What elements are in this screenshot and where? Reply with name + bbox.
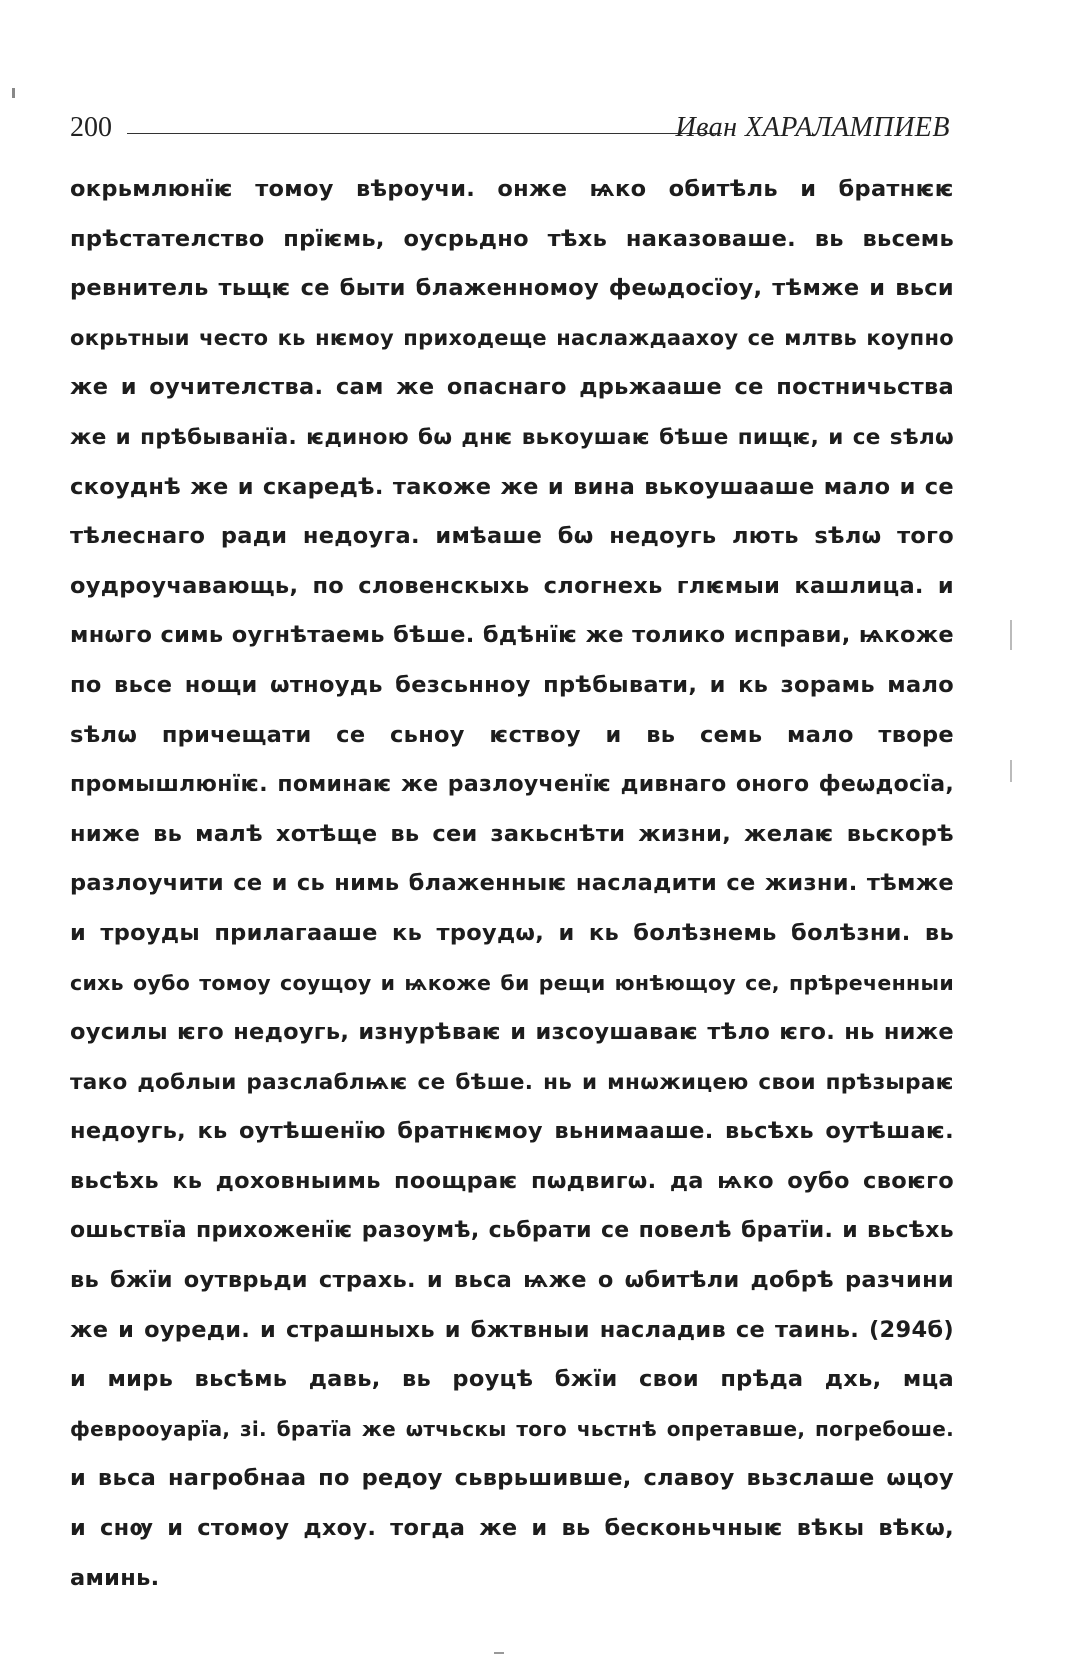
- margin-mark: [1010, 620, 1012, 650]
- text-line: же и оуреди. и страшныхь и бжтвныи насладив се таинь. (294б): [70, 1316, 954, 1343]
- text-line: ошьствїа прихоженїѥ разоумѣ, сьбрати се повелѣ братїи. и вьсѣхь: [70, 1218, 954, 1244]
- text-line: разлоучити се и сь нимь блаженныѥ насладити се жизни. тѣмже: [70, 870, 954, 897]
- text-line: оудроучавающь, по словенскыхь слогнехь глѥмыи кашлица. и: [70, 572, 954, 599]
- margin-mark: [1010, 760, 1012, 782]
- text-line: скоуднѣ же и скаредѣ. такоже же и вина вькоушааше мало и се: [70, 473, 954, 500]
- text-line: прѣстателство прїѥмь, оусрьдно тѣхь наказоваше. вь вьсемь: [70, 225, 954, 252]
- scan-speck: [494, 1652, 504, 1654]
- text-line: же и оучителства. сам же опаснаго дрьжааше се постничьства: [70, 374, 954, 401]
- text-line: окрьмлюнїѥ томоу вѣроучи. онже ѩко обитѣль и братнѥѥ: [70, 176, 954, 202]
- text-line: ѕѣлѡ причещати се сьноу ѥствоу и вь семь мало творе: [70, 721, 954, 748]
- text-line: и троуды прилагааше кь троудѡ, и кь болѣзнемь болѣзни. вь: [70, 919, 954, 946]
- text-line: промышлюнїѥ. поминаѥ же разлоученїѥ дивнаго оного феѡдосїа,: [70, 772, 954, 798]
- text-line: по вьсе нощи ѡтноудь безсьнноу прѣбывати, и кь зорамь мало: [70, 671, 954, 698]
- running-title: Иван ХАРАЛАМПИЕВ: [675, 112, 950, 143]
- text-line: феврооуарїа, зі. братїа же ѡтчьскы того чьстнѣ опретавше, погребоше.: [70, 1416, 954, 1441]
- text-line: окрьтныи често кь нѥмоу приходеще наслаждаахоу се млтвь коупно: [70, 325, 954, 350]
- text-line: и снѹ и стомоу дхоу. тогда же и вь бесконьчныѥ вѣкы вѣкѡ,: [70, 1515, 954, 1542]
- header-rule: [127, 133, 722, 134]
- body-text: [70, 165, 954, 1603]
- text-line: тѣлеснаго ради недоуга. имѣаше бѡ недоугь лють ѕѣлѡ того: [70, 523, 954, 550]
- text-line: и вьса нагробнаа по редоу сьврьшивше, славоу вьзслаше ѡцоу: [70, 1465, 954, 1492]
- page-number: 200: [70, 112, 112, 143]
- text-line: сихь оубо томоу соущоу и ѩкоже би рещи юнѣющоу се, прѣреченныи: [70, 970, 954, 995]
- scan-speck: [12, 88, 15, 98]
- page-header: [70, 108, 950, 148]
- text-line: и мирь вьсѣмь давь, вь роуцѣ бжїи свои прѣда дхь, мца: [70, 1366, 954, 1393]
- text-line-final: аминь.: [70, 1564, 160, 1591]
- text-line: же и прѣбыванїа. ѥдиною бѡ днѥ вькоушаѥ бѣше пищѥ, и се ѕѣлѡ: [70, 424, 954, 450]
- text-line: вьсѣхь кь доховныимь поощраѥ пѡдвигѡ. да ѩко оубо своѥго: [70, 1167, 954, 1194]
- text-line: ревнитель тьщѥ се быти блаженномоу феѡдосїоу, тѣмже и вьси: [70, 275, 954, 302]
- text-line: тако доблыи разслаблѩѥ се бѣше. нь и мнѡжицею свои прѣзыраѥ: [70, 1069, 954, 1095]
- text-line: мнѡго симь оугнѣтаемь бѣше. бдѣнїѥ же толико исправи, ѩкоже: [70, 622, 954, 649]
- text-line: ниже вь малѣ хотѣще вь сеи закьснѣти жизни, желаѥ вьскорѣ: [70, 820, 954, 847]
- text-line: вь бжїи оутврьди страхь. и вьса ѩже о ѡбитѣли добрѣ разчини: [70, 1267, 954, 1294]
- text-line: недоугь, кь оутѣшенїю братнѥмоу вьнимааше. вьсѣхь оутѣшаѥ.: [70, 1118, 954, 1145]
- text-line: оусилы ѥго недоугь, изнурѣваѥ и изсоушаваѥ тѣло ѥго. нь ниже: [70, 1019, 954, 1046]
